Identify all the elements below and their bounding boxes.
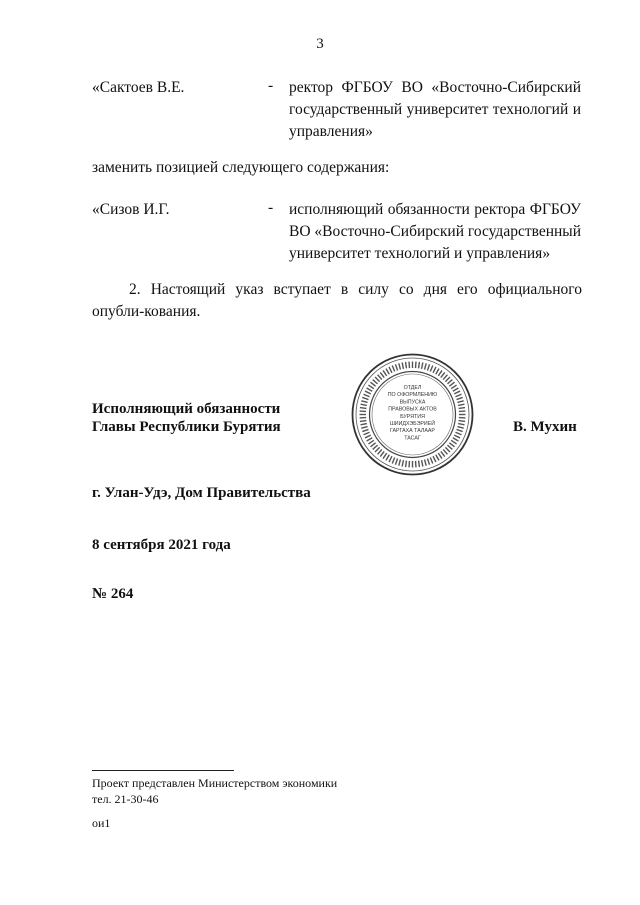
seal-ring-letter [445,377,450,382]
seal-ring-letter [441,372,445,377]
seal-ring-letter [438,370,442,375]
seal-ring-letter [422,460,423,466]
seal-ring-letter [399,459,401,465]
seal-ring-letter [457,429,463,431]
seal-ring-letter [425,363,427,369]
seal-ring-letter [378,449,382,454]
seal-ring-letter [370,382,375,386]
seal-ring-letter [364,432,370,434]
seal-ring-letter [451,385,456,389]
seal-center-line: ГАРГАХА ТАЛААР [390,428,435,435]
seal-ring-letter [459,421,465,422]
seal-ring-letter [392,457,394,463]
seal-ring-letter [368,385,373,389]
seal-center-line: ШИИДХЭБЭРИЕЙ [389,421,436,427]
seal-ring-letter [361,427,367,429]
seal-ring-letter [451,440,456,444]
signatory-title-line2: Главы Республики Бурятия [92,419,281,435]
seal-ring-letter [447,445,452,449]
seal-ring-letter [389,456,392,462]
place: г. Улан-Удэ, Дом Правительства [92,485,311,501]
seal-ring-letter [380,372,384,377]
entry-new-description: исполняющий обязанности ректора ФГБОУ ВО «Восточно-Сибирский государственный университет технологий и управления» [289,201,582,262]
entry-old-dash: - [268,77,274,94]
seal-ring-letter [455,394,461,396]
official-seal-stamp [350,352,475,477]
seal-ring-letter [362,397,368,399]
seal-ring-letter [365,391,371,394]
seal-ring-letter [361,401,367,403]
seal-ring-letter [375,447,380,452]
seal-ring-letter [427,364,429,370]
seal-ring-letter [445,447,450,452]
page-number: 3 [316,36,324,52]
seal-ring-letter [425,459,427,465]
seal-ring-letter [433,456,436,462]
seal-ring-letter [459,408,465,409]
replace-line: заменить позицией следующего содержания: [92,159,390,176]
seal-ring-letter [406,461,407,467]
footer-code: ои1 [92,816,111,830]
seal-ring-letter [365,435,371,438]
seal-center-line: ТАСАГ [404,435,421,442]
footer-line2: тел. 21-30-46 [92,792,159,806]
seal-ring-letter [364,394,370,396]
seal-ring-letter [367,438,373,441]
seal-ring-letter [368,440,373,444]
seal-ring-letter [449,382,454,386]
entry-old-name: «Сактоев В.Е. [92,79,185,96]
seal-ring-letter [430,457,432,463]
seal-ring-letter [402,363,403,369]
seal-center-line: ОТДЕЛ [403,385,422,391]
seal-ring-letter [406,362,407,368]
seal-ring-letter [378,375,382,380]
seal-ring-letter [392,366,394,372]
seal-center-line: ВЫПУСКА [399,399,426,406]
seal-ring-letter [419,461,420,467]
signatory-title-line1: Исполняющий обязанности [92,401,281,417]
entry-new-name: «Сизов И.Г. [92,201,170,218]
seal-ring-letter [402,460,403,466]
seal-ring-letter [361,424,367,425]
document-number: № 264 [92,586,134,602]
seal-ring-letter [360,408,366,409]
signatory-name: В. Мухин [513,419,577,435]
seal-ring-letter [399,363,401,369]
seal-ring-letter [422,363,423,369]
seal-center-line: ПО ОФОРМЛЕНИЮ [387,392,438,399]
entry-old-description: ректор ФГБОУ ВО «Восточно-Сибирский государственный университет технологий и управления» [289,79,581,140]
seal-ring-letter [419,362,420,368]
seal-ring-letter [386,369,389,375]
seal-ring-letter [375,377,380,382]
footer-line1: Проект представлен Министерством экономики [92,776,338,790]
seal-ring-letter [383,370,387,375]
seal-ring-letter [386,455,389,461]
seal-ring-letter [373,380,378,384]
seal-center-line: ПРАВОВЫХ АКТОВ [388,406,437,413]
seal-ring-letter [454,391,460,394]
seal-ring-letter [427,459,429,465]
seal-ring-letter [361,404,367,405]
seal-ring-letter [389,367,392,373]
seal-ring-letter [454,435,460,438]
seal-ring-letter [362,429,368,431]
seal-ring-letter [370,443,375,447]
paragraph-2: 2. Настоящий указ вступает в силу со дня его официального опубли-кования. [92,281,582,320]
seal-ring-letter [430,366,432,372]
seal-ring-letter [453,388,459,391]
seal-ring-letter [453,438,459,441]
seal-ring-letter [433,367,436,373]
seal-ring-letter [443,449,447,454]
seal-ring-letter [449,443,454,447]
seal-ring-letter [395,459,397,465]
seal-ring-letter [443,375,447,380]
seal-ring-letter [380,451,384,456]
seal-ring-letter [436,455,439,461]
seal-ring-letter [373,445,378,449]
seal-ring-letter [457,427,463,429]
footnote-divider [92,770,234,771]
seal-ring-letter [436,369,439,375]
seal-ring-letter [383,453,387,458]
seal-ring-letter [447,380,452,384]
seal-ring-letter [458,424,464,425]
seal-ring-letter [457,401,463,403]
seal-ring-letter [455,432,461,434]
seal-ring-letter [395,364,397,370]
seal-ring-letter [367,388,373,391]
seal-ring-letter [438,453,442,458]
seal-ring-letter [360,421,366,422]
date: 8 сентября 2021 года [92,537,231,553]
seal-ring-letter [458,404,464,405]
seal-ring-letter [457,397,463,399]
entry-new-dash: - [268,199,274,216]
seal-center-line: БУРЯТИЯ [400,413,425,420]
seal-ring-letter [441,451,445,456]
